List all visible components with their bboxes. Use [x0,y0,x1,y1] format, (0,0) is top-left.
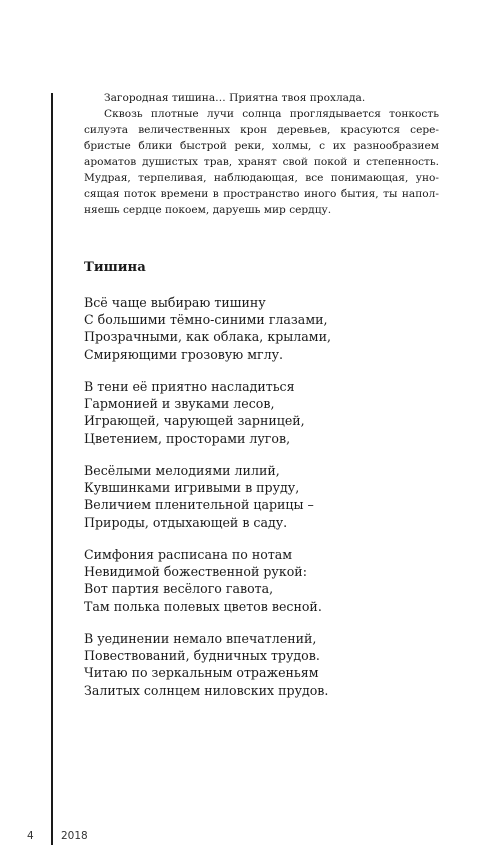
poem-body [84,294,331,714]
intro-paragraph: Сквозь плотные лучи солнца проглядывается тонкость силуэта величественных крон деревьев, красуются серебристые блики быстрой реки, холмы, с их разнообразием ароматов душистых трав, хранят свой покой и степенность. Мудрая, терпеливая, наблюдающая, все понимающая, уносящая поток времени в пространство иного бытия, ты наполняешь сердце покоем, даруешь мир сердцу. [84,108,439,216]
poem-line: В уединении немало впечатлений, [84,631,317,646]
intro-prose [84,90,439,218]
poem-line: Там полька полевых цветов весной. [84,598,322,614]
poem-stanza [84,294,331,363]
poem-stanza [84,378,331,447]
poem-line: Всё чаще выбираю тишину [84,295,266,310]
poem-line: Весёлыми мелодиями лилий, [84,463,280,478]
poem-stanza [84,546,331,615]
poem-line: Играющей, чарующей зарницей, [84,413,305,429]
poem-line: Читаю по зеркальным отраженьям [84,665,319,681]
intro-paragraph: Загородная тишина… Приятна твоя прохлада. [104,92,366,104]
poem-stanza [84,462,331,531]
poem-line: Величием пленительной царицы – [84,497,314,513]
poem-line: Смиряющими грозовую мглу. [84,346,284,362]
poem-line: Симфония расписана по нотам [84,547,293,562]
poem-line: Повествований, будничных трудов. [84,648,320,664]
poem-line: С большими тёмно-синими глазами, [84,312,328,328]
poem-line: Залитых солнцем ниловских прудов. [84,682,329,698]
page-number: 4 [27,830,34,842]
poem-line: Вот партия весёлого гавота, [84,581,274,597]
poem-line: Цветением, просторами лугов, [84,430,291,446]
poem-stanza [84,630,331,699]
poem-line: Природы, отдыхающей в саду. [84,514,288,530]
footer-year: 2018 [61,830,88,842]
poem-line: Гармонией и звуками лесов, [84,396,275,412]
poem-line: Кувшинками игривыми в пруду, [84,480,300,496]
poem-title: Тишина [84,260,146,275]
vertical-margin-rule [51,93,53,845]
poem-line: Прозрачными, как облака, крылами, [84,329,331,345]
poem-line: В тени её приятно насладиться [84,379,295,394]
poem-line: Невидимой божественной рукой: [84,564,307,580]
